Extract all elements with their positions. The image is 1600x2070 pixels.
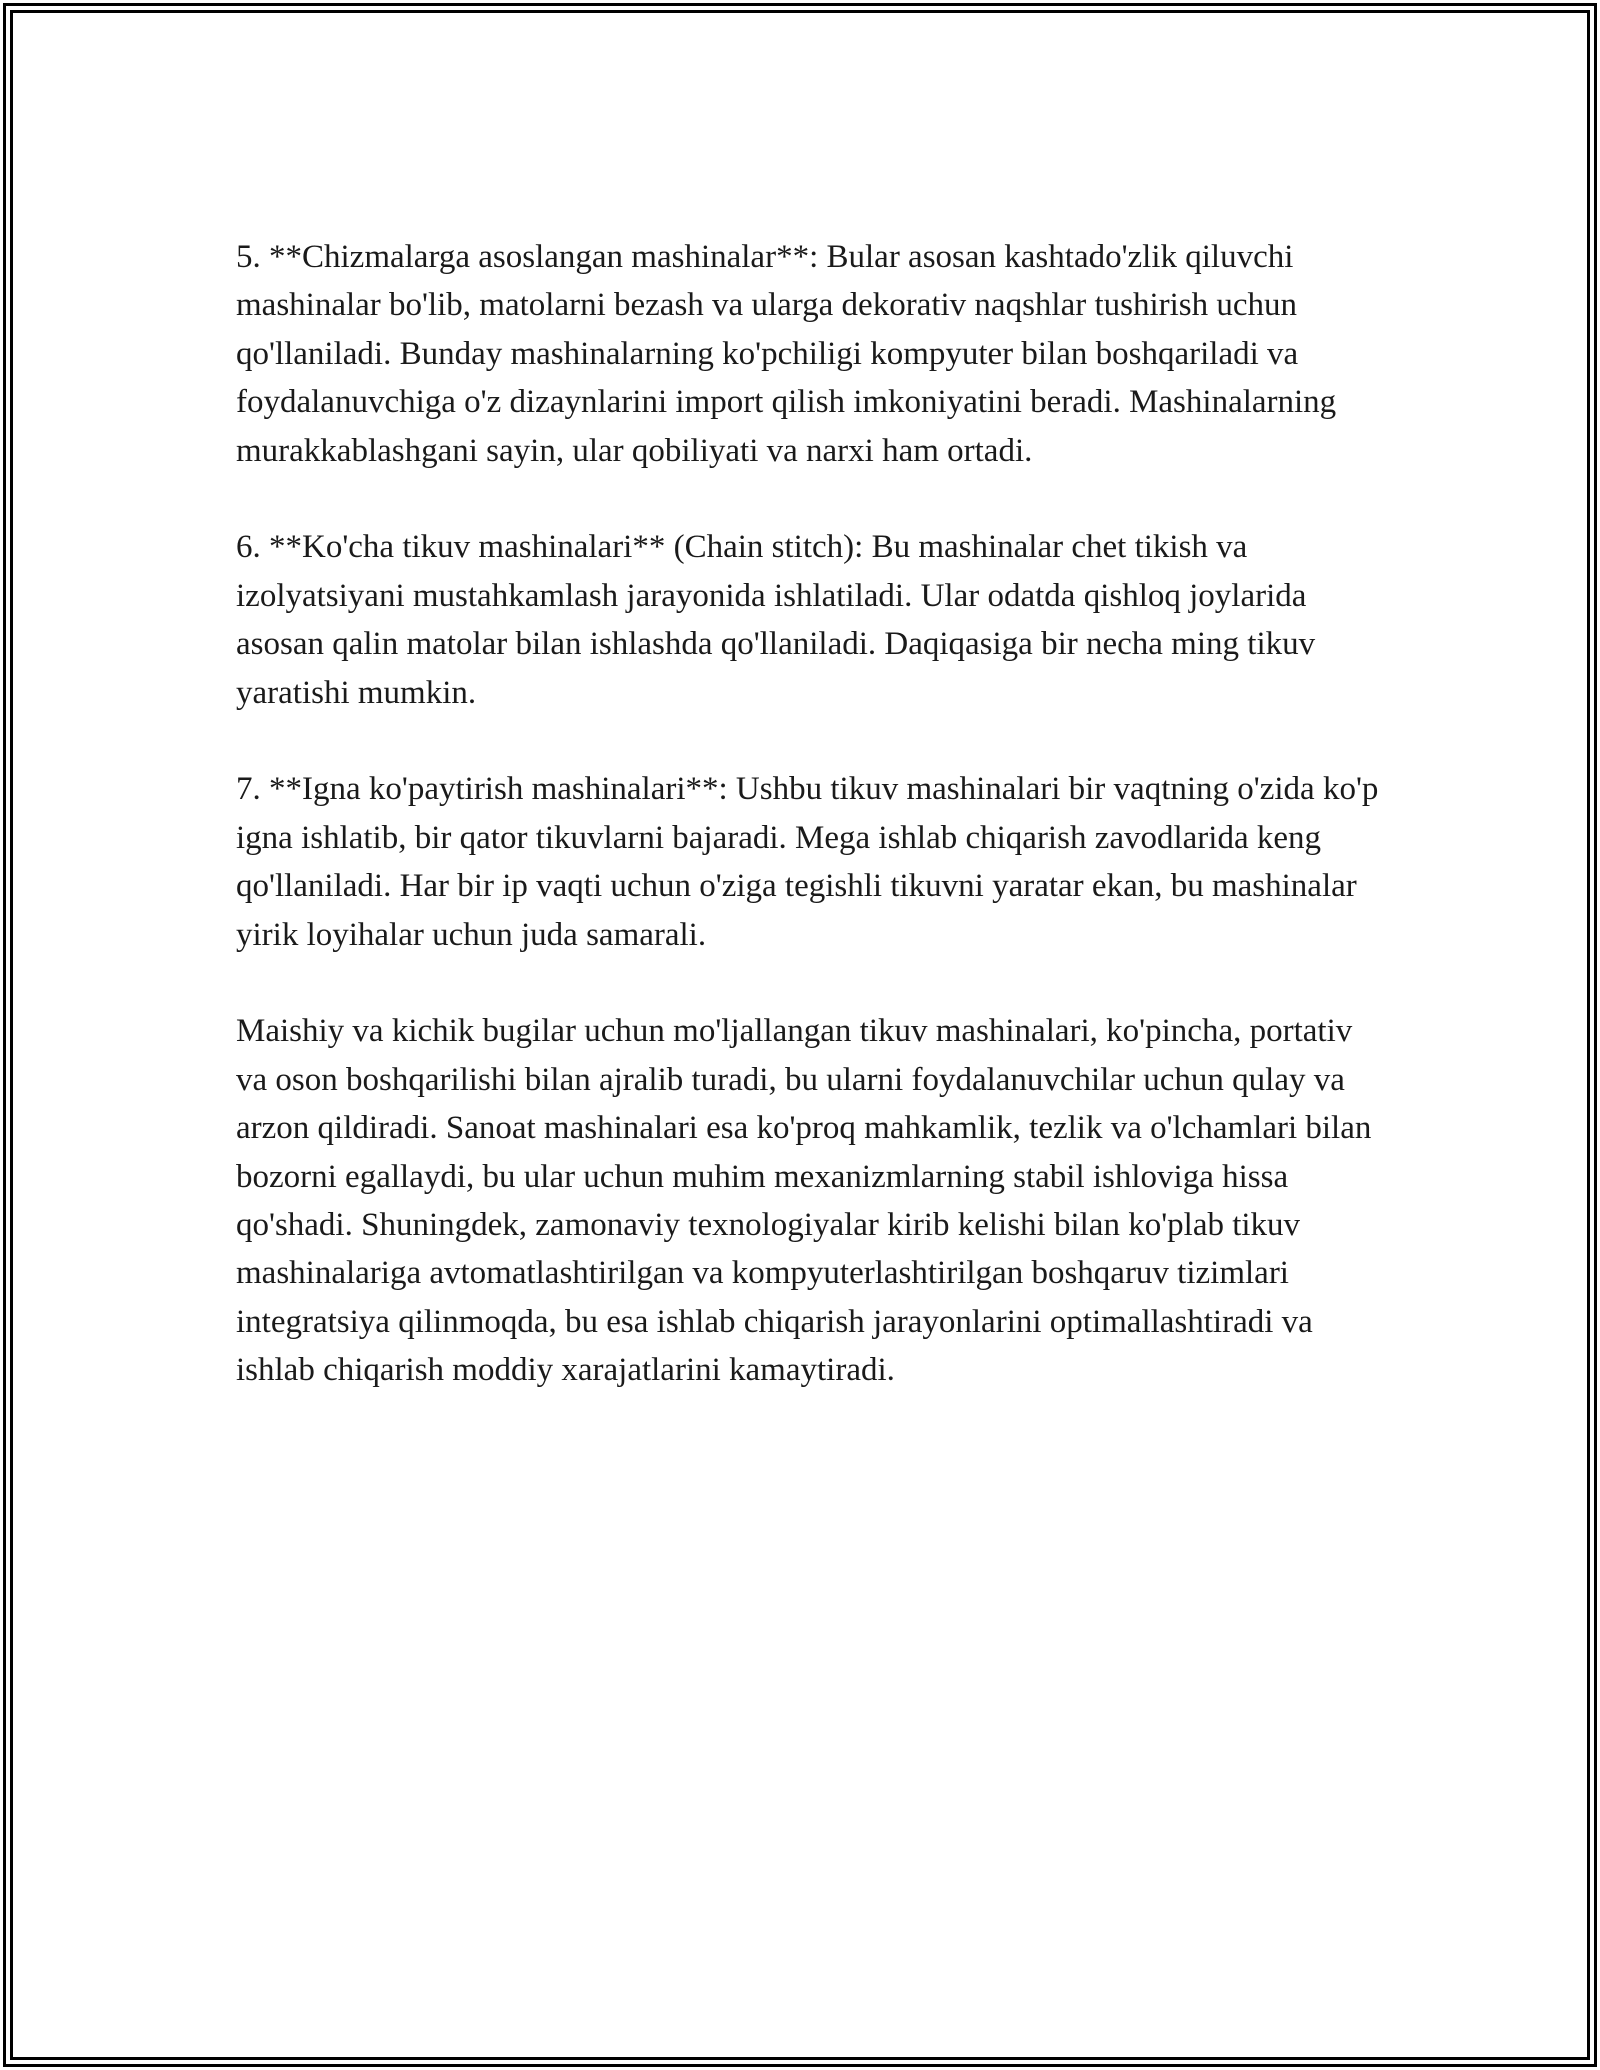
- paragraph-summary: Maishiy va kichik bugilar uchun mo'ljallangan tikuv mashinalari, ko'pincha, portativ va oson boshqarilishi bilan ajralib turadi, bu ularni foydalanuvchilar uchun qulay va arzon qildiradi. Sanoat mashinalari esa ko'proq mahkamlik, tezlik va o'lchamlari bilan bozorni egallaydi, bu ular uchun muhim mexanizmlarning stabil ishloviga hissa qo'shadi. Shuningdek, zamonaviy texnologiyalar kirib kelishi bilan ko'plab tikuv mashinalariga avtomatlashtirilgan va kompyuterlashtirilgan boshqaruv tizimlari integratsiya qilinmoqda, bu esa ishlab chiqarish jarayonlarini optimallashtiradi va ishlab chiqarish moddiy xarajatlarini kamaytiradi.: [236, 1013, 1372, 1389]
- paragraph-item-7: 7. **Igna ko'paytirish mashinalari**: Ushbu tikuv mashinalari bir vaqtning o'zida ko'p igna ishlatib, bir qator tikuvlarni bajaradi. Mega ishlab chiqarish zavodlarida keng qo'llaniladi. Har bir ip vaqti uchun o'ziga tegishli tikuvni yaratar ekan, bu mashinalar yirik loyihalar uchun juda samarali.: [236, 771, 1379, 953]
- paragraph-item-6: 6. **Ko'cha tikuv mashinalari** (Chain stitch): Bu mashinalar chet tikish va izolyatsiyani mustahkamlash jarayonida ishlatiladi. Ular odatda qishloq joylarida asosan qalin matolar bilan ishlashda qo'llaniladi. Daqiqasiga bir necha ming tikuv yaratishi mumkin.: [236, 529, 1316, 711]
- document-body: [236, 233, 1386, 1443]
- paragraph-item-5: 5. **Chizmalarga asoslangan mashinalar**: Bular asosan kashtado'zlik qiluvchi mashinalar bo'lib, matolarni bezash va ularga dekorativ naqshlar tushirish uchun qo'llaniladi. Bunday mashinalarning ko'pchiligi kompyuter bilan boshqariladi va foydalanuvchiga o'z dizaynlarini import qilish imkoniyatini beradi. Mashinalarning murakkablashgani sayin, ular qobiliyati va narxi ham ortadi.: [236, 239, 1337, 469]
